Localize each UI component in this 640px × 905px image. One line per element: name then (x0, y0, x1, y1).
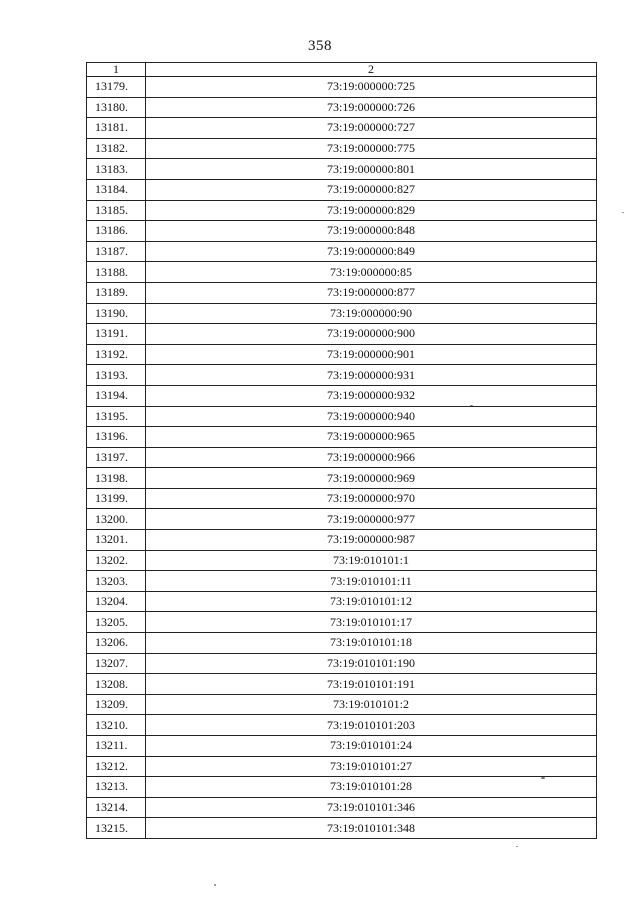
table-row (87, 653, 597, 674)
row-number: 13202. (87, 550, 146, 571)
cadastral-number: 73:19:000000:827 (146, 179, 597, 200)
row-number: 13189. (87, 282, 146, 303)
cadastral-number: 73:19:010101:18 (146, 633, 597, 654)
cadastral-number: 73:19:000000:848 (146, 221, 597, 242)
scan-speck (470, 405, 473, 406)
table-row (87, 488, 597, 509)
row-number: 13208. (87, 674, 146, 695)
row-number: 13197. (87, 447, 146, 468)
row-number: 13207. (87, 653, 146, 674)
scan-speck (622, 212, 624, 213)
scan-speck (541, 777, 545, 779)
row-number: 13214. (87, 797, 146, 818)
row-number: 13194. (87, 385, 146, 406)
row-number: 13193. (87, 365, 146, 386)
row-number: 13180. (87, 97, 146, 118)
table-row (87, 97, 597, 118)
table-row (87, 241, 597, 262)
row-number: 13191. (87, 324, 146, 345)
cadastral-number: 73:19:000000:90 (146, 303, 597, 324)
row-number: 13209. (87, 694, 146, 715)
table-row (87, 427, 597, 448)
scan-speck (214, 884, 216, 886)
table-row (87, 756, 597, 777)
row-number: 13181. (87, 118, 146, 139)
table-row (87, 324, 597, 345)
row-number: 13211. (87, 736, 146, 757)
row-number: 13206. (87, 633, 146, 654)
row-number: 13195. (87, 406, 146, 427)
cadastral-number: 73:19:000000:726 (146, 97, 597, 118)
row-number: 13184. (87, 179, 146, 200)
cadastral-number: 73:19:000000:966 (146, 447, 597, 468)
cadastral-number: 73:19:000000:969 (146, 468, 597, 489)
cadastral-number: 73:19:000000:725 (146, 77, 597, 98)
cadastral-number: 73:19:010101:28 (146, 777, 597, 798)
table-row (87, 118, 597, 139)
cadastral-number: 73:19:010101:190 (146, 653, 597, 674)
table-header (87, 63, 597, 77)
cadastral-number: 73:19:000000:940 (146, 406, 597, 427)
row-number: 13179. (87, 77, 146, 98)
cadastral-number: 73:19:000000:900 (146, 324, 597, 345)
cadastral-number: 73:19:000000:877 (146, 282, 597, 303)
cadastral-number: 73:19:000000:775 (146, 138, 597, 159)
cadastral-number: 73:19:000000:829 (146, 200, 597, 221)
table-row (87, 221, 597, 242)
table-row (87, 447, 597, 468)
table-row (87, 282, 597, 303)
row-number: 13201. (87, 530, 146, 551)
row-number: 13215. (87, 818, 146, 839)
header-row (87, 63, 597, 77)
cadastral-number: 73:19:010101:24 (146, 736, 597, 757)
cadastral-number: 73:19:010101:2 (146, 694, 597, 715)
table-row (87, 344, 597, 365)
table-row (87, 406, 597, 427)
row-number: 13213. (87, 777, 146, 798)
row-number: 13210. (87, 715, 146, 736)
row-number: 13212. (87, 756, 146, 777)
table-row (87, 818, 597, 839)
scan-speck (516, 846, 518, 847)
row-number: 13196. (87, 427, 146, 448)
table-row (87, 179, 597, 200)
table-row (87, 777, 597, 798)
row-number: 13200. (87, 509, 146, 530)
row-number: 13199. (87, 488, 146, 509)
header-col-2: 2 (146, 63, 597, 77)
cadastral-number: 73:19:010101:346 (146, 797, 597, 818)
row-number: 13190. (87, 303, 146, 324)
cadastral-number: 73:19:010101:348 (146, 818, 597, 839)
cadastral-table (86, 62, 597, 839)
page-number: 358 (308, 38, 332, 54)
table-row (87, 138, 597, 159)
row-number: 13185. (87, 200, 146, 221)
row-number: 13198. (87, 468, 146, 489)
cadastral-number: 73:19:010101:191 (146, 674, 597, 695)
table-row (87, 77, 597, 98)
table-row (87, 530, 597, 551)
row-number: 13186. (87, 221, 146, 242)
cadastral-number: 73:19:010101:11 (146, 571, 597, 592)
header-col-1: 1 (87, 63, 146, 77)
cadastral-number: 73:19:010101:12 (146, 591, 597, 612)
table-row (87, 591, 597, 612)
table-row (87, 385, 597, 406)
row-number: 13204. (87, 591, 146, 612)
table-body (87, 77, 597, 839)
table-row (87, 509, 597, 530)
table-row (87, 365, 597, 386)
cadastral-number: 73:19:010101:203 (146, 715, 597, 736)
table-row (87, 468, 597, 489)
cadastral-number: 73:19:000000:970 (146, 488, 597, 509)
row-number: 13192. (87, 344, 146, 365)
cadastral-number: 73:19:000000:901 (146, 344, 597, 365)
cadastral-number: 73:19:000000:727 (146, 118, 597, 139)
row-number: 13187. (87, 241, 146, 262)
cadastral-number: 73:19:000000:801 (146, 159, 597, 180)
table-row (87, 612, 597, 633)
row-number: 13203. (87, 571, 146, 592)
table-row (87, 736, 597, 757)
table-row (87, 797, 597, 818)
row-number: 13205. (87, 612, 146, 633)
table-row (87, 715, 597, 736)
cadastral-number: 73:19:000000:931 (146, 365, 597, 386)
cadastral-number: 73:19:000000:977 (146, 509, 597, 530)
row-number: 13188. (87, 262, 146, 283)
table-row (87, 571, 597, 592)
row-number: 13182. (87, 138, 146, 159)
cadastral-number: 73:19:010101:17 (146, 612, 597, 633)
table-row (87, 262, 597, 283)
row-number: 13183. (87, 159, 146, 180)
table-row (87, 200, 597, 221)
table-row (87, 674, 597, 695)
table-row (87, 303, 597, 324)
table-row (87, 550, 597, 571)
cadastral-number: 73:19:010101:1 (146, 550, 597, 571)
cadastral-number: 73:19:000000:932 (146, 385, 597, 406)
cadastral-number: 73:19:000000:987 (146, 530, 597, 551)
table-row (87, 694, 597, 715)
table-row (87, 633, 597, 654)
cadastral-number: 73:19:010101:27 (146, 756, 597, 777)
cadastral-number: 73:19:000000:85 (146, 262, 597, 283)
table-row (87, 159, 597, 180)
cadastral-number: 73:19:000000:965 (146, 427, 597, 448)
cadastral-number: 73:19:000000:849 (146, 241, 597, 262)
